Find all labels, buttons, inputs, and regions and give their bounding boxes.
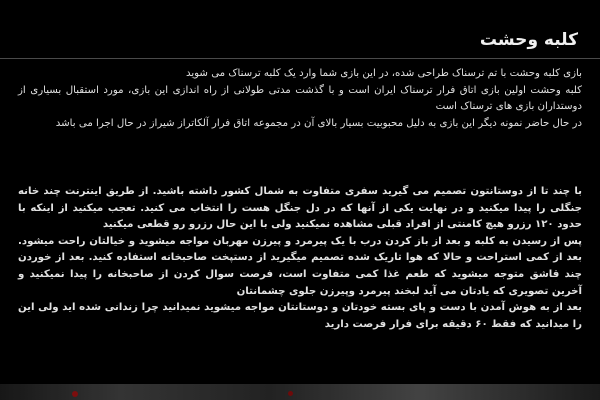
footer-image-strip bbox=[0, 384, 600, 400]
title-divider bbox=[0, 58, 600, 59]
intro-paragraph: کلبه وحشت اولین بازی اتاق فرار ترسناک ایران است و با گذشت مدتی طولانی از راه اندازی این بازی، مورد استقبال بسیاری از دوستداران بازی های ترسناک است bbox=[18, 84, 582, 113]
story-paragraph: با چند تا از دوستانتون تصمیم می گیرید سفری متفاوت به شمال کشور داشته باشید. از طریق اینترنت چند خانه جنگلی را پیدا میکنید و در نهایت یکی از آنها که در دل جنگل هست را انتخاب می کنید. تعجب میکنید از اینکه با حدود ۱۲۰ رزرو هیچ کامنتی از افراد قبلی مشاهده نمیکنید ولی با این حال رزرو رو قطعی میکنید bbox=[18, 186, 582, 231]
story-paragraph: پس از رسیدن به کلبه و بعد از باز کردن درب با یک پیرمرد و پیرزن مهربان مواجه میشوید و خیالتان راحت میشود. بعد از کمی استراحت و حالا که هوا تاریک شده تصمیم میگیرید از دستپخت صاحبخانه استفاده کنید. بعد از خوردن چند قاشق متوجه میشوید که طعم غذا کمی متفاوت است، فرصت سوال کردن از صاحبخانه را پیدا نمیکنید و آخرین تصویری که یادتان می آید لبخند پیرمرد وپیرزن جلوی چشمانتان bbox=[18, 235, 582, 297]
intro-paragraph: در حال حاضر نمونه دیگر این بازی به دلیل محبوبیت بسیار بالای آن در مجموعه اتاق فرار آلکاتراز شیراز در حال اجرا می باشد bbox=[55, 117, 582, 129]
intro-paragraph: بازی کلبه وحشت با تم ترسناک طراحی شده، در این بازی شما وارد یک کلبه ترسناک می شوید bbox=[185, 68, 582, 79]
intro-section bbox=[18, 66, 582, 132]
story-section bbox=[18, 184, 582, 333]
page-title: کلبه وحشت bbox=[479, 30, 578, 50]
story-paragraph: بعد از به هوش آمدن با دست و پای بسته خودتان و دوستانتان مواجه میشوید نمیدانید چرا زندانی شده اید ولی این را میدانید که فقط ۶۰ دقیقه برای فرار فرصت دارید bbox=[18, 302, 582, 330]
